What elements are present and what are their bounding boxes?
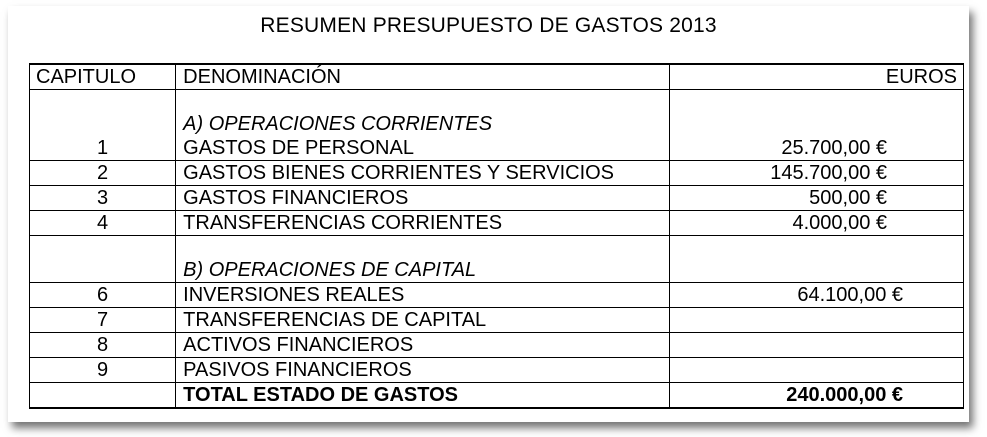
row-denominacion: ACTIVOS FINANCIEROS bbox=[176, 333, 670, 358]
header-denominacion: DENOMINACIÓN bbox=[176, 64, 670, 90]
row-capitulo: 2 bbox=[30, 161, 176, 186]
table-row bbox=[30, 358, 964, 383]
row-denominacion: TRANSFERENCIAS CORRIENTES bbox=[176, 211, 670, 236]
row-euros: 145.700,00 € bbox=[669, 161, 963, 186]
table-row bbox=[30, 211, 964, 236]
row-capitulo: 8 bbox=[30, 333, 176, 358]
row-euros bbox=[669, 333, 963, 358]
section-a-capitulo-cell bbox=[30, 90, 176, 137]
row-capitulo: 1 bbox=[30, 136, 176, 161]
table-row bbox=[30, 136, 964, 161]
row-euros bbox=[669, 308, 963, 333]
total-label: TOTAL ESTADO DE GASTOS bbox=[176, 383, 670, 409]
section-b-label: B) OPERACIONES DE CAPITAL bbox=[176, 236, 670, 283]
row-euros: 4.000,00 € bbox=[669, 211, 963, 236]
row-capitulo: 3 bbox=[30, 186, 176, 211]
section-a-label: A) OPERACIONES CORRIENTES bbox=[176, 90, 670, 137]
budget-sheet bbox=[8, 6, 969, 422]
section-row-b bbox=[30, 236, 964, 283]
row-denominacion: PASIVOS FINANCIEROS bbox=[176, 358, 670, 383]
table-row bbox=[30, 333, 964, 358]
table-row bbox=[30, 283, 964, 308]
row-capitulo: 4 bbox=[30, 211, 176, 236]
header-capitulo: CAPITULO bbox=[30, 64, 176, 90]
budget-table bbox=[29, 63, 964, 409]
total-capitulo-cell bbox=[30, 383, 176, 409]
section-b-capitulo-cell bbox=[30, 236, 176, 283]
page-title: RESUMEN PRESUPUESTO DE GASTOS 2013 bbox=[260, 14, 717, 37]
row-denominacion: GASTOS FINANCIEROS bbox=[176, 186, 670, 211]
table-row bbox=[30, 161, 964, 186]
row-capitulo: 7 bbox=[30, 308, 176, 333]
row-euros: 64.100,00 € bbox=[669, 283, 963, 308]
row-euros bbox=[669, 358, 963, 383]
total-row bbox=[30, 383, 964, 409]
table-row bbox=[30, 308, 964, 333]
row-denominacion: TRANSFERENCIAS DE CAPITAL bbox=[176, 308, 670, 333]
table-row bbox=[30, 186, 964, 211]
total-euros: 240.000,00 € bbox=[669, 383, 963, 409]
row-euros: 500,00 € bbox=[669, 186, 963, 211]
table-header-row bbox=[30, 64, 964, 90]
row-capitulo: 6 bbox=[30, 283, 176, 308]
section-a-euros-cell bbox=[669, 90, 963, 137]
header-euros: EUROS bbox=[669, 64, 963, 90]
row-capitulo: 9 bbox=[30, 358, 176, 383]
row-denominacion: GASTOS DE PERSONAL bbox=[176, 136, 670, 161]
row-denominacion: GASTOS BIENES CORRIENTES Y SERVICIOS bbox=[176, 161, 670, 186]
row-denominacion: INVERSIONES REALES bbox=[176, 283, 670, 308]
section-row-a bbox=[30, 90, 964, 137]
section-b-euros-cell bbox=[669, 236, 963, 283]
row-euros: 25.700,00 € bbox=[669, 136, 963, 161]
